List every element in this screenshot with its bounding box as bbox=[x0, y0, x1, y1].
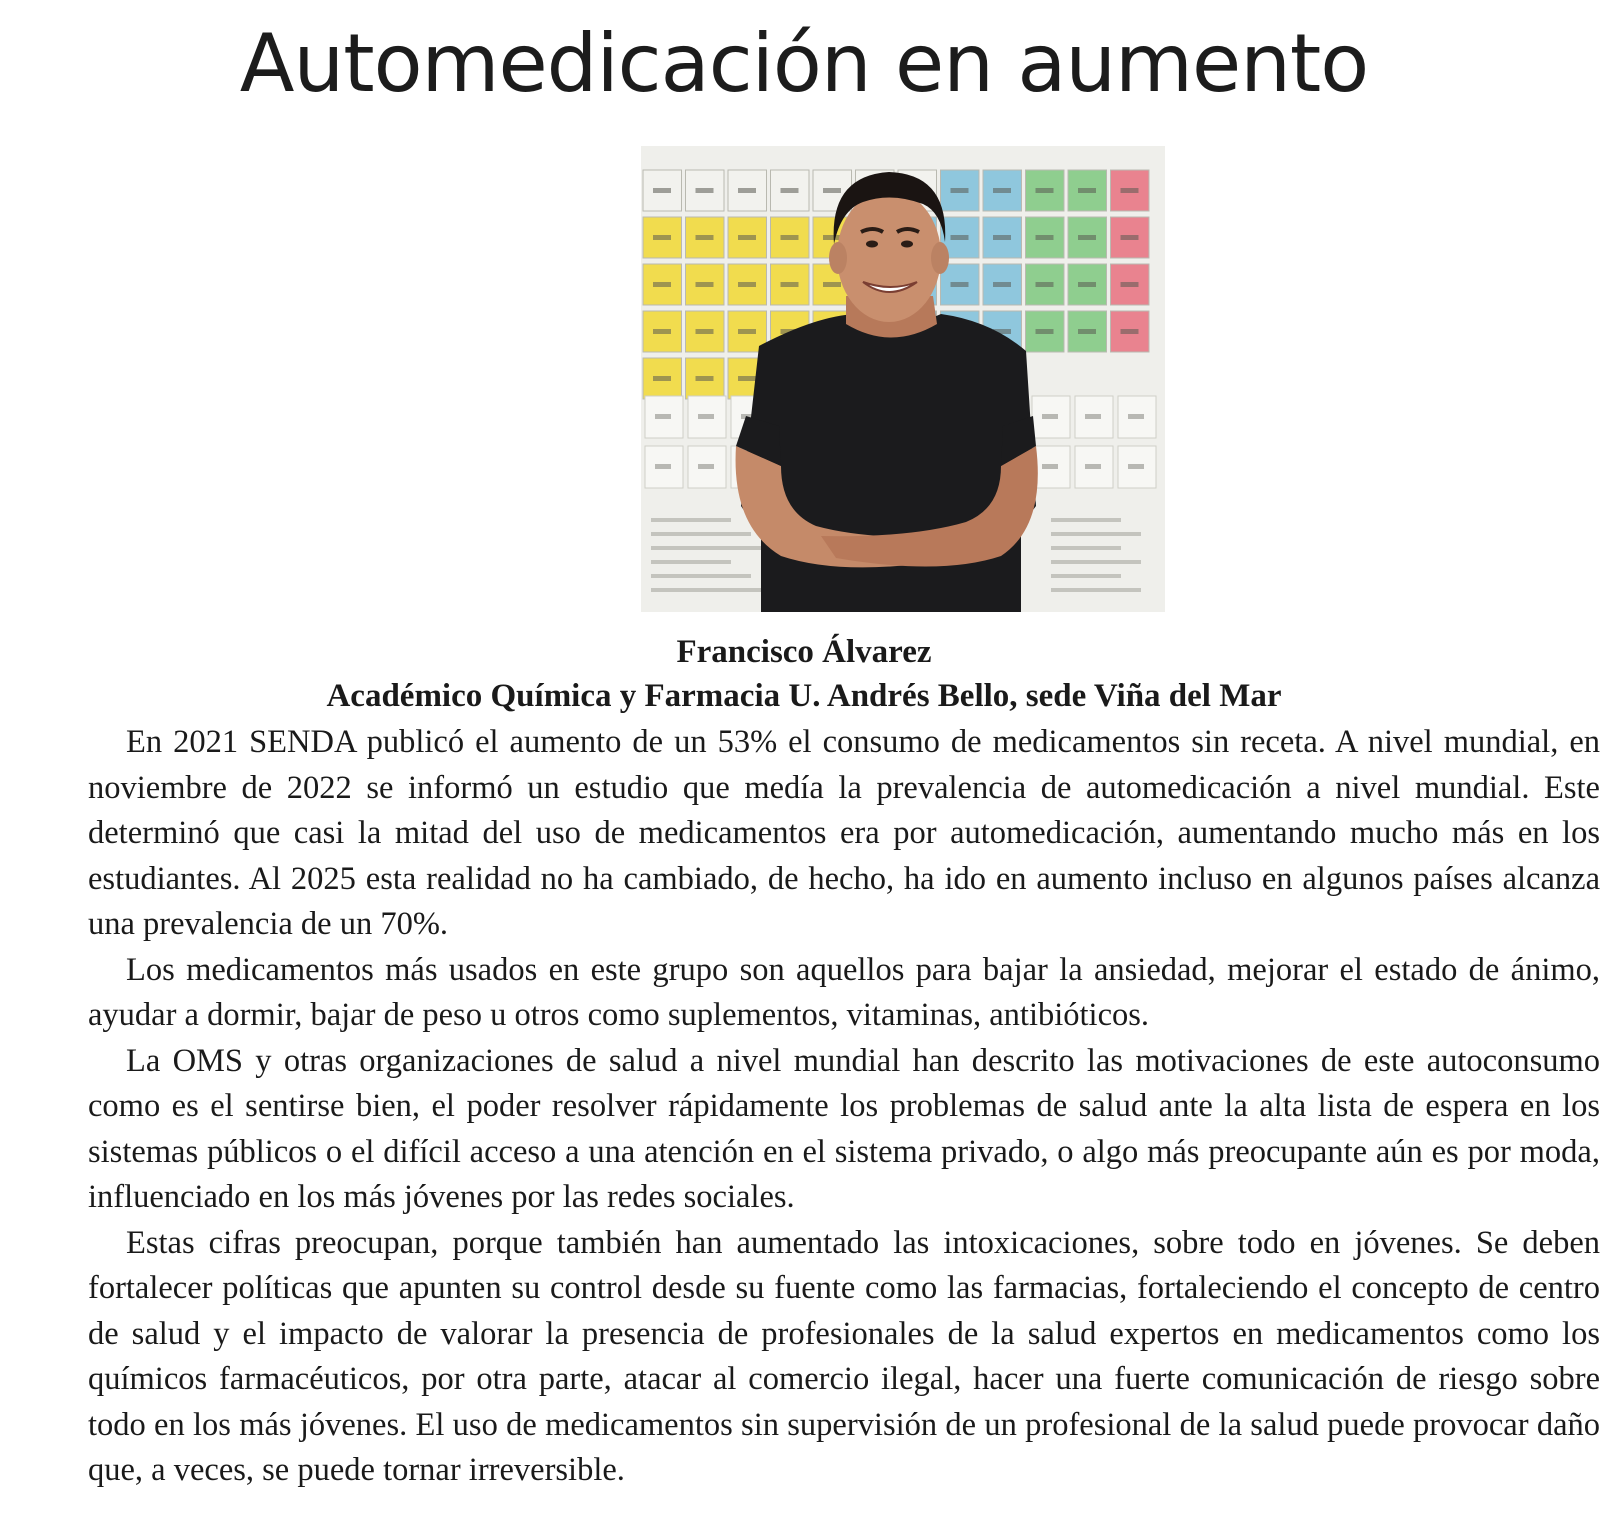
article-paragraph: La OMS y otras organizaciones de salud a nivel mundial han descrito las motivaciones de este autoconsumo como es el sentirse bien, el poder resolver rápidamente los problemas de salud ante la alta lista de espera en los sistemas públicos o el difícil acceso a una atención en el sistema privado, o algo más preocupante aún es por moda, influenciado en los más jóvenes por las redes sociales. bbox=[88, 1042, 1600, 1215]
article-paragraph: En 2021 SENDA publicó el aumento de un 53% el consumo de medicamentos sin receta. A nivel mundial, en noviembre de 2022 se informó un estudio que medía la prevalencia de automedicación a nivel mundial. Este determinó que casi la mitad del uso de medicamentos era por automedicación, aumentando mucho más en los estudiantes. Al 2025 esta realidad no ha cambiado, de hecho, ha ido en aumento incluso en algunos países alcanza una prevalencia de un 70%. bbox=[88, 724, 1600, 942]
article-title: Automedicación en aumento bbox=[239, 17, 1369, 110]
article-paragraph: Los medicamentos más usados en este grupo son aquellos para bajar la ansiedad, mejorar el estado de ánimo, ayudar a dormir, bajar de peso u otros como suplementos, vitaminas, antibióticos. bbox=[88, 951, 1600, 1033]
article-paragraph: Estas cifras preocupan, porque también han aumentado las intoxicaciones, sobre todo en jóvenes. Se deben fortalecer políticas que apunten su control desde su fuente como las farmacias, fortaleciendo el concepto de centro de salud y el impacto de valorar la presencia de profesionales de la salud expertos en medicamentos como los químicos farmacéuticos, por otra parte, atacar al comercio ilegal, hacer una fuerte comunicación de riesgo sobre todo en los más jóvenes. El uso de medicamentos sin supervisión de un profesional de la salud puede provocar daño que, a veces, se puede tornar irreversible. bbox=[88, 1224, 1600, 1488]
author-name: Francisco Álvarez bbox=[676, 634, 932, 670]
author-role: Académico Química y Farmacia U. Andrés Bello, sede Viña del Mar bbox=[326, 678, 1282, 714]
article-body bbox=[88, 720, 1600, 1494]
author-photo bbox=[641, 146, 1165, 612]
author-photo-illustration bbox=[641, 146, 1165, 612]
